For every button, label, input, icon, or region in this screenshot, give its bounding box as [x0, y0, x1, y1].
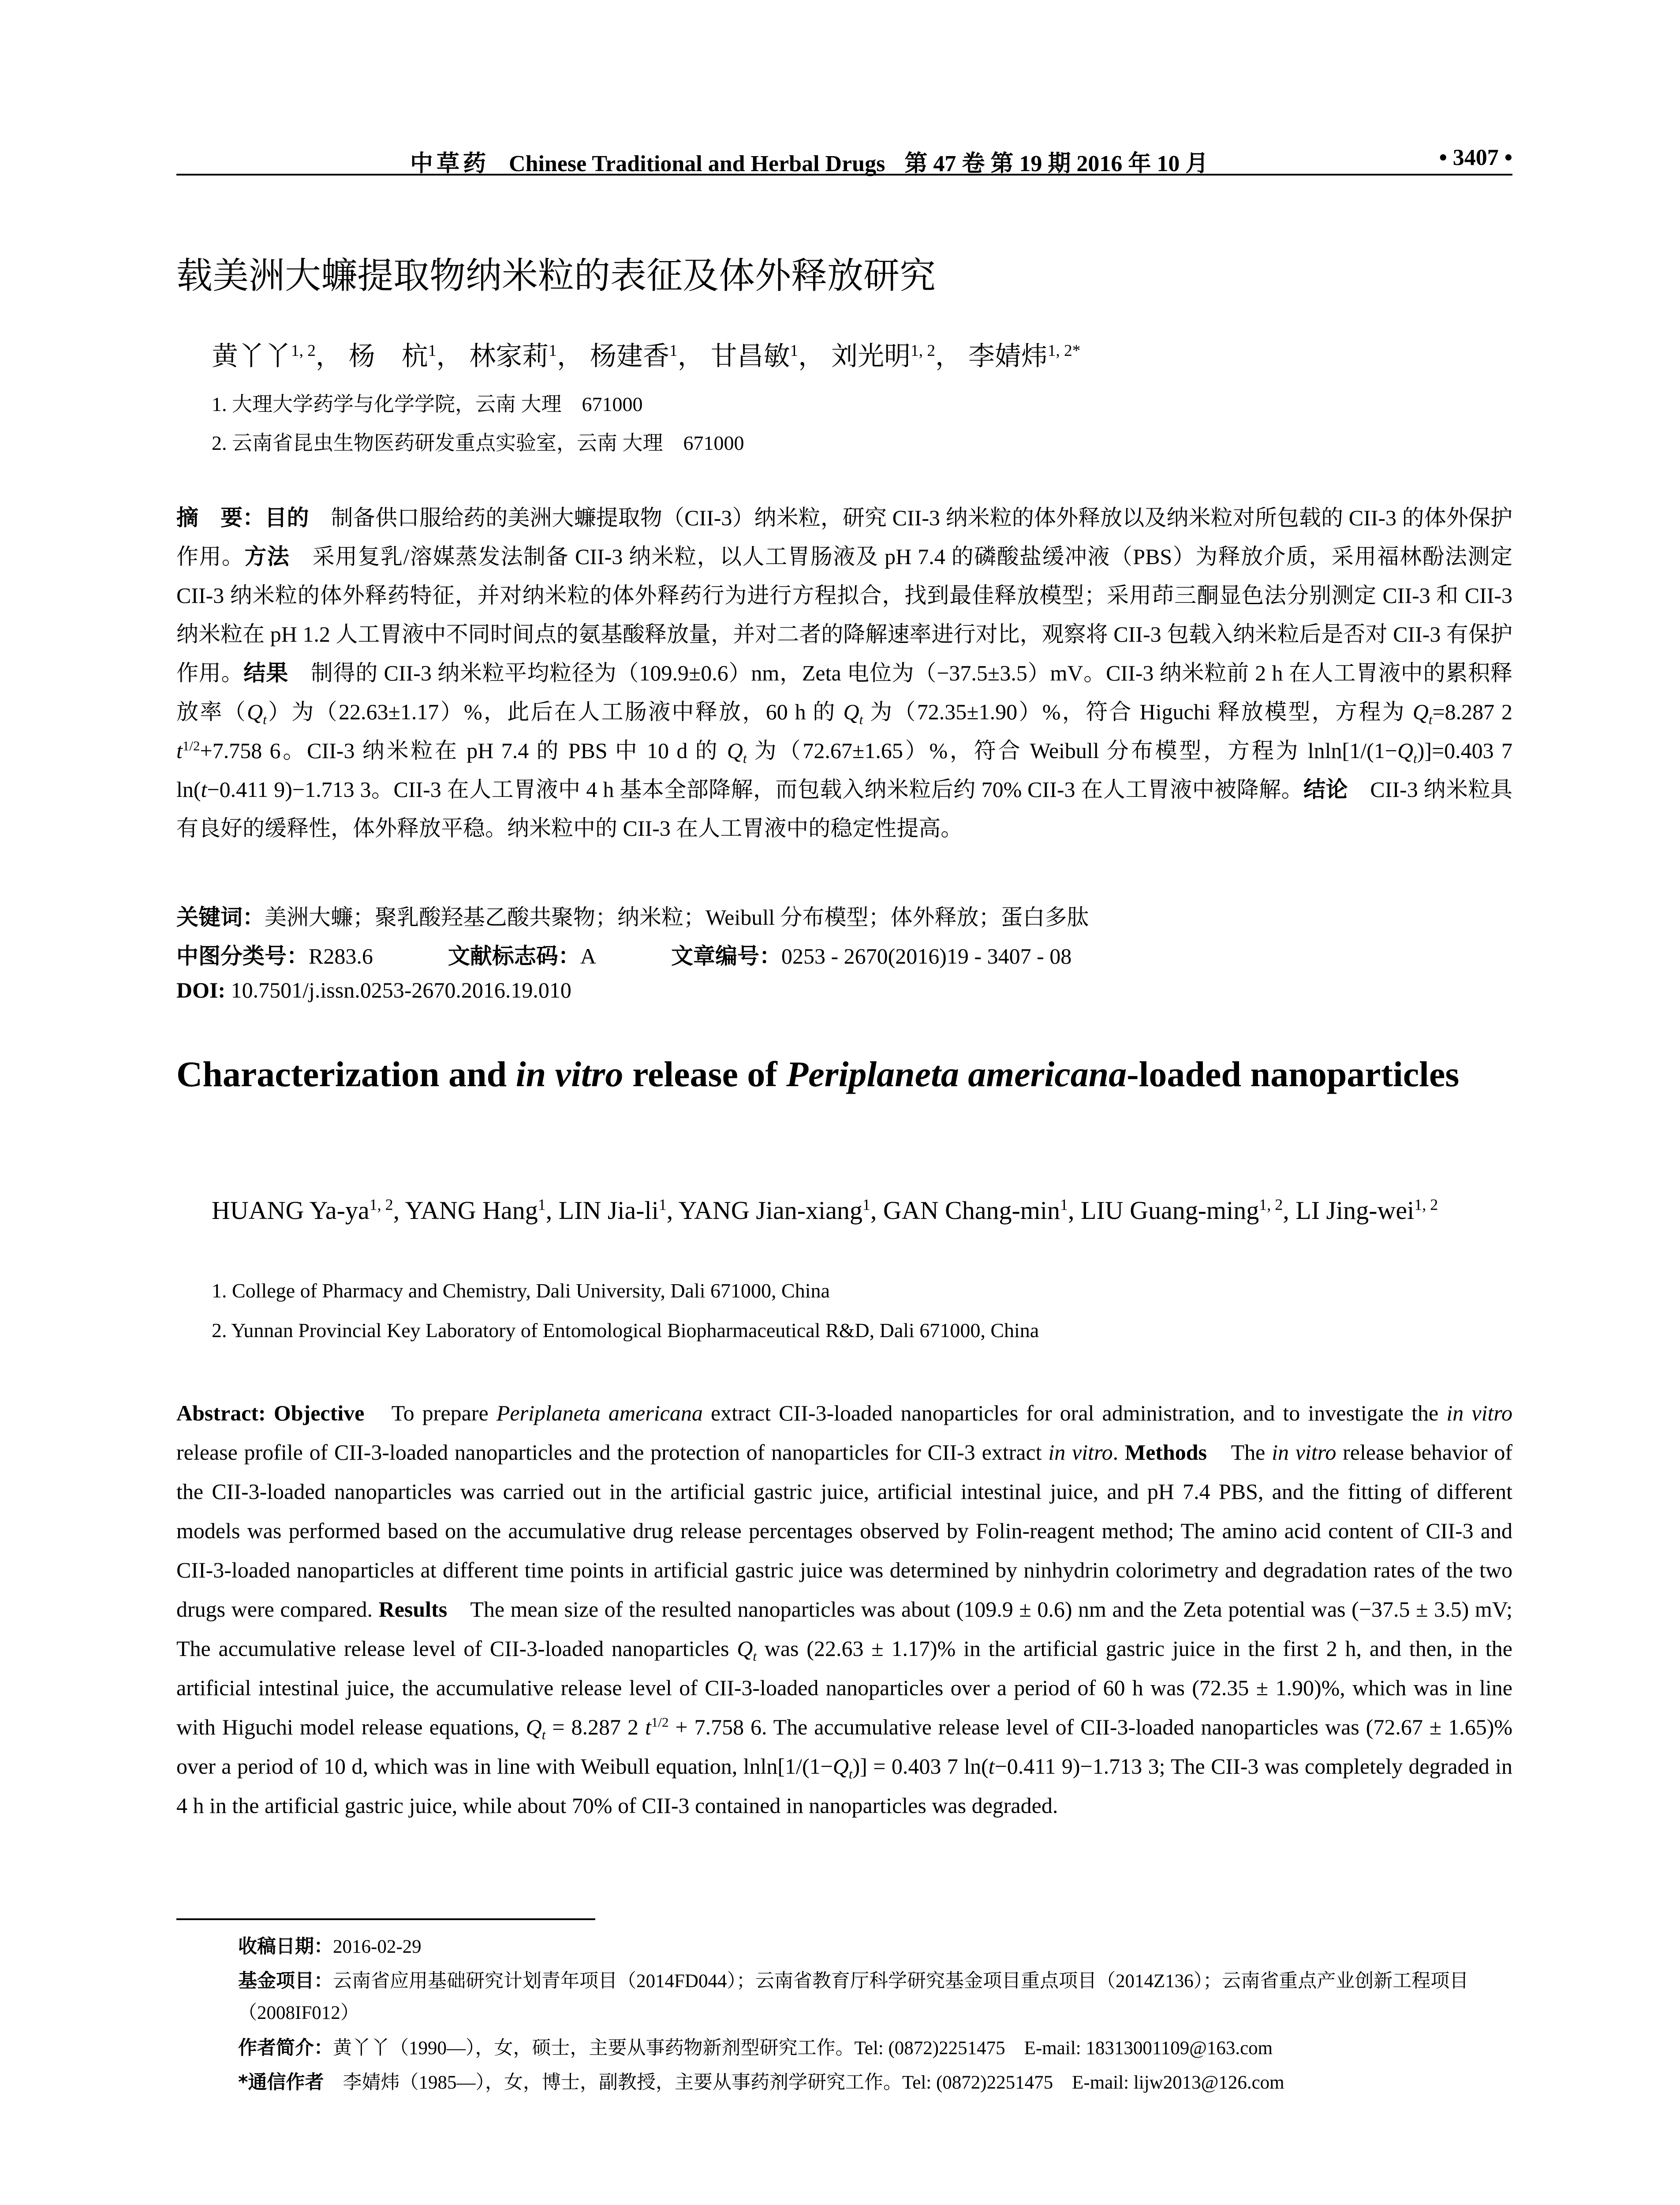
journal-issue: 第 47 卷 第 19 期 2016 年 10 月: [904, 151, 1209, 176]
author-name: LIU Guang-ming: [1080, 1196, 1259, 1225]
corresponding-text: 李婧炜（1985—），女，博士，副教授，主要从事药剂学研究工作。Tel: (0872)2251475 E-mail: lijw2013@126.com: [343, 2072, 1284, 2093]
doi-line: [176, 977, 571, 1003]
fund-label: 基金项目：: [238, 1970, 333, 1992]
abstract-label: 摘 要：: [176, 505, 265, 531]
fund-text: 云南省应用基础研究计划青年项目（2014FD044）；云南省教育厅科学研究基金项目重点项目（2014Z136）；云南省重点产业创新工程项目（2008IF012）: [238, 1971, 1469, 2023]
results-text: −0.411 9)−1.713 3; The CII-3 was completely degraded in 4 h in the artificial gastric juice, while about 70% of CII-3 contained in nanoparticles was degraded.: [176, 1754, 1512, 1818]
author-name: YANG Hang: [405, 1196, 538, 1225]
methods-text: in vitro: [1272, 1440, 1337, 1465]
objective-text: Periplaneta americana: [496, 1401, 703, 1425]
author-name: 杨建香: [590, 342, 669, 371]
symbol-t: t: [541, 1727, 546, 1742]
objective-text: To prepare: [391, 1401, 497, 1425]
symbol-t: t: [743, 751, 747, 766]
header-journal: [410, 145, 1208, 178]
affiliation-cn-1: 1. 大理大学药学与化学学院，云南 大理 671000: [212, 393, 643, 415]
methods-text: release behavior of the CII-3-loaded nanoparticles was carried out in the artificial gastric juice, artificial intestinal juice, and pH 7.4 PBS, and the fitting of different models was performed based on the accumulative drug release percentages observed by Folin-reagent method; The amino acid content of CII-3 and CII-3-loaded nanoparticles at different time points in artificial gastric juice was determined by ninhydrin colorimetry and degradation rates of the two drugs were compared.: [176, 1440, 1512, 1622]
symbol-q: Q: [1397, 738, 1414, 763]
author-aff: 1: [1060, 1196, 1068, 1214]
footnote-author: [238, 2032, 1512, 2064]
results-text: ）为（22.63±1.17）%，此后在人工肠液中释放，60 h 的: [266, 699, 844, 724]
keywords-label: 关键词：: [176, 904, 265, 930]
page-number: • 3407 •: [1439, 145, 1512, 170]
author-name: LI Jing-wei: [1295, 1196, 1415, 1225]
author-aff: 1: [538, 1196, 546, 1214]
symbol-q: Q: [833, 1754, 849, 1779]
keywords-cn: [176, 900, 1089, 931]
title-part: in vitro: [515, 1054, 623, 1094]
symbol-t: t: [1413, 751, 1417, 766]
title-cn: 载美洲大蠊提取物纳米粒的表征及体外释放研究: [176, 255, 936, 297]
running-header: [176, 139, 1512, 175]
abstract-en: [176, 1394, 1512, 1825]
author-aff: 1, 2: [1259, 1196, 1283, 1214]
results-label: 结果: [243, 660, 289, 686]
corresponding-label: *通信作者: [238, 2071, 324, 2093]
results-text: 为（72.35±1.90）%，符合 Higuchi 释放模型，方程为: [863, 699, 1413, 724]
author-aff: 1, 2: [291, 342, 316, 360]
results-text: The mean size of the resulted nanoparticles was about (109.9 ± 0.6) nm and the Zeta potential was (−37.5 ± 3.5) mV; The accumulative release level of CII-3-loaded nanoparticles: [176, 1597, 1512, 1661]
symbol-t: t: [753, 1648, 757, 1664]
objective-text: extract CII-3-loaded nanoparticles for oral administration, and to investigate the: [702, 1401, 1447, 1425]
results-label: Results: [378, 1597, 448, 1622]
conclusion-text: CII-3 纳米粒具有良好的缓释性，体外释放平稳。纳米粒中的 CII-3 在人工胃液中的稳定性提高。: [176, 777, 1513, 841]
footnote-received: [238, 1931, 1512, 1963]
symbol-t: t: [263, 712, 267, 727]
doi-label: DOI:: [176, 978, 226, 1002]
author-aff: 1, 2: [911, 342, 935, 360]
author-aff: 1: [669, 342, 678, 360]
abstract-label: Abstract: Objective: [176, 1401, 365, 1425]
results-text: 为（72.67±1.65）%，符合 Weibull 分布模型，方程为 lnln[1/(1−: [747, 738, 1397, 763]
author-name: 李婧炜: [968, 342, 1048, 371]
symbol-t: t: [201, 777, 207, 802]
results-text: +7.758 6。CII-3 纳米粒在 pH 7.4 的 PBS 中 10 d 的: [200, 738, 727, 763]
title-part: Characterization and: [176, 1054, 516, 1094]
results-text: = 8.287 2: [545, 1715, 645, 1739]
affiliation-en-2: 2. Yunnan Provincial Key Laboratory of Entomological Biopharmaceutical R&D, Dali 671000, China: [212, 1319, 1039, 1342]
author-name: 刘光明: [831, 342, 911, 371]
symbol-q: Q: [843, 699, 859, 724]
objective-label: 目的: [265, 505, 309, 531]
clc-value: R283.6: [309, 944, 373, 968]
symbol-q: Q: [246, 699, 263, 724]
symbol-t: t: [988, 1754, 995, 1779]
objective-text: in vitro: [1446, 1401, 1512, 1425]
author-aff: 1: [658, 1196, 667, 1214]
methods-text: The: [1231, 1440, 1272, 1465]
symbol-t: t: [645, 1715, 651, 1739]
author-aff: 1, 2*: [1047, 342, 1081, 360]
results-text: −0.411 9)−1.713 3。CII-3 在人工胃液中 4 h 基本全部降解，而包载入纳米粒后约 70% CII-3 在人工胃液中被降解。: [207, 777, 1303, 802]
symbol-t: t: [848, 1766, 853, 1782]
authors-cn: 黄丫丫$^{1, 2}$， 杨 杭$^1$， 林家莉$^1$， 杨建香$^1$， 甘昌敏$^1$， 刘光明$^{1, 2}$， 李婧炜$^{1, 2*}$: [212, 342, 1081, 371]
affiliation-en-1: 1. College of Pharmacy and Chemistry, Dali University, Dali 671000, China: [212, 1279, 830, 1302]
results-text: )]=0.403 7 ln(: [176, 738, 1512, 802]
article-no-value: 0253 - 2670(2016)19 - 3407 - 08: [781, 944, 1072, 968]
clc-label: 中图分类号：: [176, 943, 309, 969]
title-part: -loaded nanoparticles: [1127, 1054, 1460, 1094]
exponent: 1/2: [651, 1714, 669, 1730]
article-no-label: 文章编号：: [671, 943, 781, 969]
symbol-q: Q: [727, 738, 743, 763]
footnote-corresponding: [238, 2067, 1512, 2099]
author-name: LIN Jia-li: [558, 1196, 659, 1225]
symbol-q: Q: [1412, 699, 1429, 724]
authors-en: HUANG Ya-ya$^{1, 2}$, YANG Hang$^1$, LIN Jia-$li^1$, YANG Jian-xiang$^1$, GAN Chang-$\min^1$, LIU Guang-ming$^{1, 2}$, LI Jing-wei$^{1, 2}$: [212, 1196, 1438, 1225]
abstract-cn: [176, 498, 1512, 848]
methods-text: 采用复乳/溶媒蒸发法制备 CII-3 纳米粒，以人工胃肠液及 pH 7.4 的磷酸盐缓冲液（PBS）为释放介质，采用福林酚法测定 CII-3 纳米粒的体外释药特征，并对纳米粒的体外释药行为进行方程拟合，找到最佳释放模型；采用茚三酮显色法分别测定 CII-3 和 CII-3 纳米粒在 pH 1.2 人工胃液中不同时间点的氨基酸释放量，并对二者的降解速率进行对比，观察将 CII-3 包载入纳米粒后是否对 CII-3 有保护作用。: [176, 544, 1513, 685]
results-text: 制得的 CII-3 纳米粒平均粒径为（109.9±0.6）nm，Zeta 电位为（−37.5±3.5）mV。CII-3 纳米粒前 2 h 在人工胃液中的累积释放率（: [176, 661, 1513, 724]
objective-text: .: [1113, 1440, 1125, 1465]
objective-text: 制备供口服给药的美洲大蠊提取物（CII-3）纳米粒，研究 CII-3 纳米粒的体外释放以及纳米粒对所包载的 CII-3 的体外保护作用。: [176, 505, 1513, 569]
author-bio-label: 作者简介：: [238, 2037, 333, 2059]
methods-label: 方法: [244, 544, 290, 569]
results-text: was (22.63 ± 1.17)% in the artificial gastric juice in the first 2 h, and then, in the artificial intestinal juice, the accumulative release level of CII-3-loaded nanoparticles over a period of 60 h was (72.35 ± 1.90)%, which was in line with Higuchi model release equations,: [176, 1636, 1512, 1739]
journal-name-cn: 中草药: [410, 151, 490, 176]
objective-text: release profile of CII-3-loaded nanoparticles and the protection of nanoparticles for CII-3 extract: [176, 1440, 1049, 1465]
author-aff: 1: [790, 342, 799, 360]
title-part: release of: [623, 1054, 787, 1094]
results-text: )] = 0.403 7 ln(: [852, 1754, 989, 1779]
doccode-value: A: [580, 944, 596, 968]
doccode-label: 文献标志码：: [448, 943, 580, 969]
header-rule: [176, 174, 1512, 176]
author-name: 甘昌敏: [710, 342, 790, 371]
title-en: [176, 1050, 1512, 1099]
keywords-text: 美洲大蠊；聚乳酸羟基乙酸共聚物；纳米粒；Weibull 分布模型；体外释放；蛋白多肽: [265, 905, 1089, 930]
results-text: + 7.758 6. The accumulative release level of CII-3-loaded nanoparticles was (72.67 ± 1.65)% over a period of 10 d, which was in line with Weibull equation, lnln[1/(1−: [176, 1715, 1512, 1779]
received-label: 收稿日期：: [238, 1936, 333, 1958]
author-name: 杨 杭: [348, 342, 428, 371]
symbol-t: t: [176, 738, 183, 763]
author-name: 黄丫丫: [212, 342, 291, 371]
exponent: 1/2: [182, 738, 200, 754]
author-name: YANG Jian-xiang: [678, 1196, 862, 1225]
affiliation-cn-2: 2. 云南省昆虫生物医药研发重点实验室，云南 大理 671000: [212, 432, 744, 454]
doi-value[interactable]: 10.7501/j.issn.0253-2670.2016.19.010: [231, 978, 571, 1002]
results-text: =8.287 2: [1432, 699, 1512, 724]
received-date: 2016-02-29: [333, 1936, 422, 1957]
journal-name-en: Chinese Traditional and Herbal Drugs: [509, 151, 885, 176]
classification-line: [176, 938, 1071, 970]
footnote-rule: [176, 1918, 595, 1920]
title-part: Periplaneta americana: [786, 1054, 1127, 1094]
author-aff: 1, 2: [369, 1196, 393, 1214]
conclusion-label: 结论: [1303, 777, 1348, 802]
author-name: HUANG Ya-ya: [212, 1196, 370, 1225]
objective-text: in vitro: [1048, 1440, 1113, 1465]
author-name: GAN Chang-min: [883, 1196, 1060, 1225]
author-aff: 1: [862, 1196, 870, 1214]
author-bio-text: 黄丫丫（1990—），女，硕士，主要从事药物新剂型研究工作。Tel: (0872)2251475 E-mail: 18313001109@163.com: [333, 2038, 1273, 2059]
footnote-fund: [238, 1965, 1512, 2029]
symbol-q: Q: [737, 1636, 753, 1661]
author-aff: 1, 2: [1414, 1196, 1438, 1214]
author-aff: 1: [549, 342, 557, 360]
symbol-t: t: [859, 712, 863, 727]
symbol-t: t: [1428, 712, 1433, 727]
author-aff: 1: [428, 342, 437, 360]
symbol-q: Q: [526, 1715, 542, 1739]
author-name: 林家莉: [469, 342, 549, 371]
methods-label: Methods: [1124, 1440, 1207, 1465]
